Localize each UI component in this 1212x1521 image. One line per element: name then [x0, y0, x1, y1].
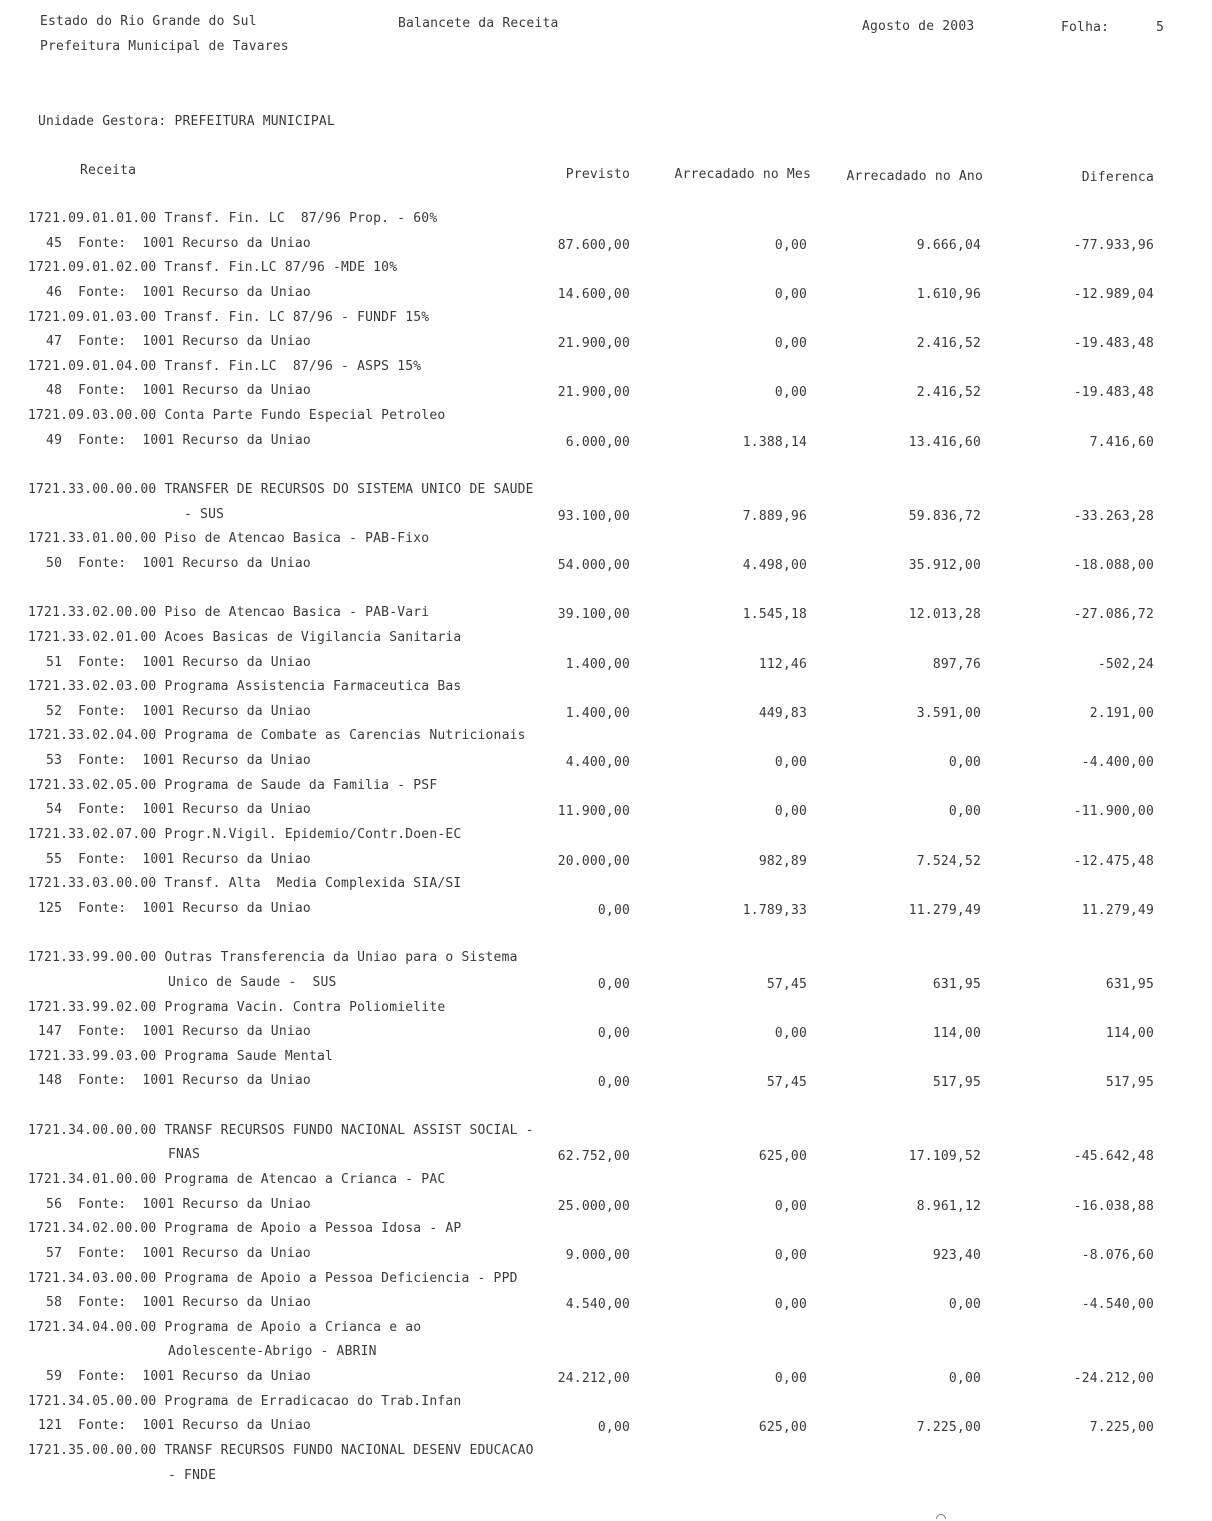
revenue-code-description: 1721.09.01.03.00 Transf. Fin. LC 87/96 - FUNDF 15%	[28, 309, 430, 325]
row-spacer	[0, 453, 1212, 478]
table-row	[0, 601, 1212, 626]
arrecadado-ano-value: 7.524,52	[916, 853, 981, 869]
arrecadado-ano-value: 923,40	[932, 1247, 981, 1263]
funding-source: 147 Fonte: 1001 Recurso da Uniao	[30, 1024, 311, 1040]
table-row	[0, 774, 1212, 799]
table-row	[0, 1069, 1212, 1094]
diferenca-value: -4.540,00	[1081, 1297, 1154, 1313]
table-row	[0, 429, 1212, 454]
table-row	[0, 355, 1212, 380]
table-row	[0, 700, 1212, 725]
table-row	[0, 503, 1212, 528]
funding-source: 55 Fonte: 1001 Recurso da Uniao	[30, 851, 311, 867]
table-row	[0, 207, 1212, 232]
revenue-code-description: 1721.33.02.07.00 Progr.N.Vigil. Epidemio/Contr.Doen-EC	[28, 827, 462, 843]
previsto-value: 1.400,00	[565, 705, 630, 721]
col-header-arrecadado-mes: Arrecadado no Mes	[674, 167, 811, 182]
table-row	[0, 1119, 1212, 1144]
table-row	[0, 675, 1212, 700]
table-row	[0, 651, 1212, 676]
table-row	[0, 527, 1212, 552]
revenue-code-description: 1721.34.02.00.00 Programa de Apoio a Pessoa Idosa - AP	[28, 1221, 462, 1237]
description-continuation: Unico de Saude - SUS	[168, 974, 337, 990]
table-row	[0, 1242, 1212, 1267]
arrecadado-ano-value: 17.109,52	[908, 1149, 981, 1165]
arrecadado-ano-value: 12.013,28	[908, 607, 981, 623]
diferenca-value: 7.225,00	[1089, 1420, 1154, 1436]
description-continuation: FNAS	[168, 1147, 201, 1163]
scan-mark	[936, 1514, 946, 1519]
revenue-code-description: 1721.33.02.04.00 Programa de Combate as Carencias Nutricionais	[28, 728, 526, 744]
revenue-code-description: 1721.09.01.02.00 Transf. Fin.LC 87/96 -MDE 10%	[28, 260, 398, 276]
revenue-code-description: 1721.33.03.00.00 Transf. Alta Media Complexida SIA/SI	[28, 876, 462, 892]
arrecadado-ano-value: 1.610,96	[916, 286, 981, 302]
arrecadado-ano-value: 114,00	[932, 1026, 981, 1042]
diferenca-value: -11.900,00	[1073, 804, 1154, 820]
arrecadado-mes-value: 0,00	[774, 1247, 807, 1263]
arrecadado-ano-value: 11.279,49	[908, 902, 981, 918]
previsto-value: 0,00	[597, 1420, 630, 1436]
report-period: Agosto de 2003	[862, 19, 975, 34]
arrecadado-mes-value: 625,00	[758, 1420, 807, 1436]
table-row	[0, 478, 1212, 503]
table-row	[0, 1045, 1212, 1070]
funding-source: 121 Fonte: 1001 Recurso da Uniao	[30, 1418, 311, 1434]
arrecadado-ano-value: 0,00	[948, 755, 981, 771]
arrecadado-mes-value: 449,83	[758, 705, 807, 721]
previsto-value: 9.000,00	[565, 1247, 630, 1263]
revenue-code-description: 1721.35.00.00.00 TRANSF RECURSOS FUNDO NACIONAL DESENV EDUCACAO	[28, 1443, 534, 1459]
arrecadado-ano-value: 897,76	[932, 656, 981, 672]
funding-source: 59 Fonte: 1001 Recurso da Uniao	[30, 1369, 311, 1385]
table-row	[0, 1193, 1212, 1218]
table-row	[0, 1316, 1212, 1341]
previsto-value: 25.000,00	[557, 1198, 630, 1214]
arrecadado-ano-value: 9.666,04	[916, 237, 981, 253]
diferenca-value: 2.191,00	[1089, 705, 1154, 721]
diferenca-value: -12.989,04	[1073, 286, 1154, 302]
diferenca-value: 517,95	[1105, 1075, 1154, 1091]
diferenca-value: -45.642,48	[1073, 1149, 1154, 1165]
previsto-value: 21.900,00	[557, 336, 630, 352]
revenue-code-description: 1721.33.02.05.00 Programa de Saude da Familia - PSF	[28, 777, 438, 793]
table-row	[0, 897, 1212, 922]
table-row	[0, 724, 1212, 749]
previsto-value: 6.000,00	[565, 434, 630, 450]
funding-source: 58 Fonte: 1001 Recurso da Uniao	[30, 1295, 311, 1311]
municipality-name: Prefeitura Municipal de Tavares	[40, 39, 289, 54]
previsto-value: 62.752,00	[557, 1149, 630, 1165]
table-row	[0, 1020, 1212, 1045]
revenue-table	[0, 207, 1212, 1488]
arrecadado-mes-value: 4.498,00	[742, 557, 807, 573]
sheet-label: Folha:	[1061, 20, 1110, 35]
funding-source: 48 Fonte: 1001 Recurso da Uniao	[30, 383, 311, 399]
revenue-code-description: 1721.33.99.00.00 Outras Transferencia da Uniao para o Sistema	[28, 950, 518, 966]
diferenca-value: -502,24	[1097, 656, 1154, 672]
arrecadado-mes-value: 0,00	[774, 336, 807, 352]
table-row	[0, 232, 1212, 257]
arrecadado-mes-value: 57,45	[766, 976, 807, 992]
table-row	[0, 330, 1212, 355]
table-row	[0, 1291, 1212, 1316]
table-row	[0, 404, 1212, 429]
table-row	[0, 306, 1212, 331]
table-row	[0, 946, 1212, 971]
previsto-value: 14.600,00	[557, 286, 630, 302]
table-row	[0, 379, 1212, 404]
funding-source: 57 Fonte: 1001 Recurso da Uniao	[30, 1245, 311, 1261]
arrecadado-mes-value: 1.545,18	[742, 607, 807, 623]
arrecadado-mes-value: 1.388,14	[742, 434, 807, 450]
revenue-code-description: 1721.34.04.00.00 Programa de Apoio a Crianca e ao	[28, 1319, 422, 1335]
funding-source: 46 Fonte: 1001 Recurso da Uniao	[30, 284, 311, 300]
previsto-value: 11.900,00	[557, 804, 630, 820]
table-row	[0, 256, 1212, 281]
revenue-code-description: 1721.33.99.03.00 Programa Saude Mental	[28, 1048, 334, 1064]
revenue-code-description: 1721.09.01.01.00 Transf. Fin. LC 87/96 Prop. - 60%	[28, 211, 438, 226]
diferenca-value: -19.483,48	[1073, 385, 1154, 401]
table-row	[0, 1414, 1212, 1439]
table-row	[0, 1365, 1212, 1390]
arrecadado-ano-value: 59.836,72	[908, 508, 981, 524]
arrecadado-mes-value: 0,00	[774, 755, 807, 771]
arrecadado-mes-value: 0,00	[774, 1026, 807, 1042]
row-spacer	[0, 1094, 1212, 1119]
state-name: Estado do Rio Grande do Sul	[40, 14, 257, 29]
revenue-code-description: 1721.33.02.03.00 Programa Assistencia Farmaceutica Bas	[28, 679, 462, 695]
diferenca-value: -19.483,48	[1073, 336, 1154, 352]
revenue-code-description: 1721.33.02.01.00 Acoes Basicas de Vigilancia Sanitaria	[28, 629, 462, 645]
funding-source: 148 Fonte: 1001 Recurso da Uniao	[30, 1073, 311, 1089]
table-row	[0, 1390, 1212, 1415]
row-spacer	[0, 922, 1212, 947]
table-row	[0, 749, 1212, 774]
revenue-code-description: 1721.33.99.02.00 Programa Vacin. Contra Poliomielite	[28, 999, 446, 1015]
diferenca-value: -27.086,72	[1073, 607, 1154, 623]
diferenca-value: -18.088,00	[1073, 557, 1154, 573]
arrecadado-ano-value: 35.912,00	[908, 557, 981, 573]
arrecadado-ano-value: 517,95	[932, 1075, 981, 1091]
arrecadado-ano-value: 13.416,60	[908, 434, 981, 450]
col-header-diferenca: Diferenca	[1081, 170, 1154, 185]
arrecadado-mes-value: 625,00	[758, 1149, 807, 1165]
previsto-value: 39.100,00	[557, 607, 630, 623]
revenue-code-description: 1721.34.01.00.00 Programa de Atencao a Crianca - PAC	[28, 1171, 446, 1187]
funding-source: 45 Fonte: 1001 Recurso da Uniao	[30, 235, 311, 251]
col-header-arrecadado-ano: Arrecadado no Ano	[846, 169, 983, 184]
row-spacer	[0, 577, 1212, 602]
revenue-code-description: 1721.09.03.00.00 Conta Parte Fundo Especial Petroleo	[28, 408, 446, 424]
previsto-value: 4.400,00	[565, 755, 630, 771]
arrecadado-mes-value: 0,00	[774, 1297, 807, 1313]
arrecadado-mes-value: 112,46	[758, 656, 807, 672]
description-continuation: Adolescente-Abrigo - ABRIN	[168, 1344, 377, 1360]
previsto-value: 0,00	[597, 902, 630, 918]
diferenca-value: -16.038,88	[1073, 1198, 1154, 1214]
previsto-value: 0,00	[597, 1026, 630, 1042]
funding-source: 49 Fonte: 1001 Recurso da Uniao	[30, 432, 311, 448]
previsto-value: 24.212,00	[557, 1371, 630, 1387]
previsto-value: 0,00	[597, 976, 630, 992]
previsto-value: 1.400,00	[565, 656, 630, 672]
table-row	[0, 626, 1212, 651]
table-row	[0, 996, 1212, 1021]
table-row	[0, 1143, 1212, 1168]
revenue-code-description: 1721.33.01.00.00 Piso de Atencao Basica - PAB-Fixo	[28, 531, 430, 547]
report-title: Balancete da Receita	[398, 16, 559, 31]
description-continuation: - FNDE	[168, 1467, 217, 1483]
revenue-code-description: 1721.33.02.00.00 Piso de Atencao Basica - PAB-Vari	[28, 605, 430, 621]
table-row	[0, 1168, 1212, 1193]
sheet-number: 5	[1155, 20, 1164, 35]
table-row	[0, 552, 1212, 577]
arrecadado-ano-value: 631,95	[932, 976, 981, 992]
funding-source: 52 Fonte: 1001 Recurso da Uniao	[30, 703, 311, 719]
funding-source: 50 Fonte: 1001 Recurso da Uniao	[30, 555, 311, 571]
arrecadado-ano-value: 0,00	[948, 1297, 981, 1313]
arrecadado-mes-value: 0,00	[774, 1371, 807, 1387]
diferenca-value: -12.475,48	[1073, 853, 1154, 869]
diferenca-value: -33.263,28	[1073, 508, 1154, 524]
table-row	[0, 281, 1212, 306]
arrecadado-mes-value: 0,00	[774, 286, 807, 302]
arrecadado-mes-value: 0,00	[774, 237, 807, 253]
table-row	[0, 1217, 1212, 1242]
previsto-value: 93.100,00	[557, 508, 630, 524]
arrecadado-ano-value: 3.591,00	[916, 705, 981, 721]
table-row	[0, 848, 1212, 873]
table-row	[0, 823, 1212, 848]
revenue-code-description: 1721.34.00.00.00 TRANSF RECURSOS FUNDO NACIONAL ASSIST SOCIAL -	[28, 1122, 534, 1138]
diferenca-value: 114,00	[1105, 1026, 1154, 1042]
description-continuation: - SUS	[168, 506, 225, 522]
previsto-value: 54.000,00	[557, 557, 630, 573]
funding-source: 47 Fonte: 1001 Recurso da Uniao	[30, 334, 311, 350]
funding-source: 51 Fonte: 1001 Recurso da Uniao	[30, 654, 311, 670]
arrecadado-ano-value: 8.961,12	[916, 1198, 981, 1214]
previsto-value: 87.600,00	[557, 237, 630, 253]
diferenca-value: 631,95	[1105, 976, 1154, 992]
diferenca-value: -77.933,96	[1073, 237, 1154, 253]
arrecadado-ano-value: 2.416,52	[916, 336, 981, 352]
arrecadado-mes-value: 1.789,33	[742, 902, 807, 918]
previsto-value: 20.000,00	[557, 853, 630, 869]
previsto-value: 0,00	[597, 1075, 630, 1091]
revenue-code-description: 1721.34.05.00.00 Programa de Erradicacao do Trab.Infan	[28, 1393, 462, 1409]
arrecadado-mes-value: 0,00	[774, 1198, 807, 1214]
funding-source: 125 Fonte: 1001 Recurso da Uniao	[30, 900, 311, 916]
diferenca-value: -4.400,00	[1081, 755, 1154, 771]
table-row	[0, 971, 1212, 996]
table-row	[0, 1340, 1212, 1365]
revenue-code-description: 1721.09.01.04.00 Transf. Fin.LC 87/96 - ASPS 15%	[28, 358, 422, 374]
arrecadado-mes-value: 0,00	[774, 385, 807, 401]
previsto-value: 4.540,00	[565, 1297, 630, 1313]
diferenca-value: -24.212,00	[1073, 1371, 1154, 1387]
arrecadado-ano-value: 0,00	[948, 1371, 981, 1387]
funding-source: 53 Fonte: 1001 Recurso da Uniao	[30, 753, 311, 769]
management-unit: Unidade Gestora: PREFEITURA MUNICIPAL	[38, 114, 335, 129]
revenue-code-description: 1721.33.00.00.00 TRANSFER DE RECURSOS DO SISTEMA UNICO DE SAUDE	[28, 482, 534, 498]
table-row	[0, 872, 1212, 897]
revenue-code-description: 1721.34.03.00.00 Programa de Apoio a Pessoa Deficiencia - PPD	[28, 1270, 518, 1286]
arrecadado-ano-value: 7.225,00	[916, 1420, 981, 1436]
table-row	[0, 1464, 1212, 1489]
diferenca-value: 11.279,49	[1081, 902, 1154, 918]
arrecadado-ano-value: 0,00	[948, 804, 981, 820]
arrecadado-mes-value: 982,89	[758, 853, 807, 869]
table-row	[0, 1267, 1212, 1292]
funding-source: 54 Fonte: 1001 Recurso da Uniao	[30, 802, 311, 818]
col-header-previsto: Previsto	[565, 167, 630, 182]
arrecadado-mes-value: 7.889,96	[742, 508, 807, 524]
table-row	[0, 798, 1212, 823]
arrecadado-mes-value: 0,00	[774, 804, 807, 820]
arrecadado-ano-value: 2.416,52	[916, 385, 981, 401]
table-row	[0, 1439, 1212, 1464]
previsto-value: 21.900,00	[557, 385, 630, 401]
arrecadado-mes-value: 57,45	[766, 1075, 807, 1091]
diferenca-value: 7.416,60	[1089, 434, 1154, 450]
diferenca-value: -8.076,60	[1081, 1247, 1154, 1263]
funding-source: 56 Fonte: 1001 Recurso da Uniao	[30, 1196, 311, 1212]
col-header-receita: Receita	[80, 163, 137, 178]
